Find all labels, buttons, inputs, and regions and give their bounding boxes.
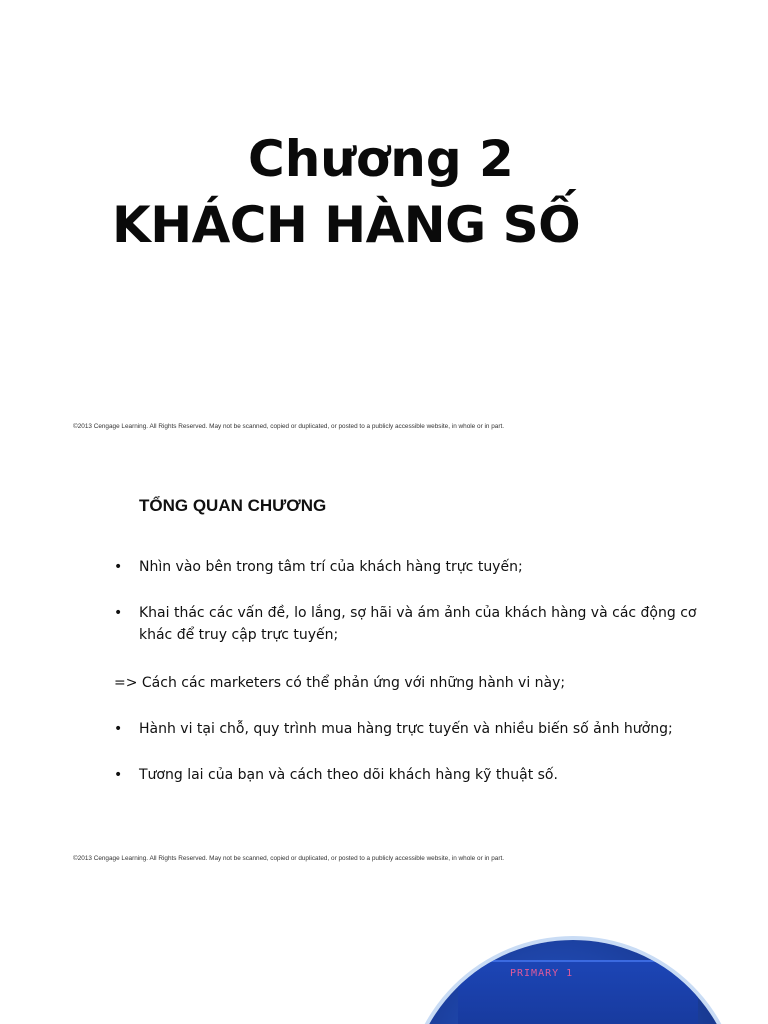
bullet-icon: • (114, 767, 123, 783)
slide-title (0, 0, 768, 440)
chapter-main-title: KHÁCH HÀNG SỐ (112, 196, 581, 254)
list-item (114, 556, 714, 578)
slide-partial (0, 880, 768, 1024)
chapter-number-title: Chương 2 (248, 130, 514, 188)
list-item (114, 672, 714, 694)
list-item (114, 602, 714, 646)
list-item-text: => Cách các marketers có thể phản ứng với những hành vi này; (114, 675, 566, 691)
list-item (114, 718, 714, 740)
screen-label: PRIMARY 1 (510, 968, 574, 979)
bullet-icon: • (114, 721, 123, 737)
screen-photo-image (408, 940, 738, 1024)
slide-overview (0, 440, 768, 880)
list-item-text: Nhìn vào bên trong tâm trí của khách hàng trực tuyến; (139, 559, 523, 575)
bullet-icon: • (114, 559, 123, 575)
copyright-notice: ©2013 Cengage Learning. All Rights Reserved. May not be scanned, copied or duplicated, or posted to a publicly accessible website, in whole or in part. (73, 423, 505, 430)
list-item-text: Khai thác các vấn đề, lo lắng, sợ hãi và ám ảnh của khách hàng và các động cơ khác để truy cập trực tuyến; (139, 605, 697, 643)
list-item-text: Hành vi tại chỗ, quy trình mua hàng trực tuyến và nhiều biến số ảnh hưởng; (139, 721, 673, 737)
section-heading: TỔNG QUAN CHƯƠNG (139, 496, 327, 515)
bullet-icon: • (114, 605, 123, 621)
list-item (114, 764, 714, 786)
list-item-text: Tương lai của bạn và cách theo dõi khách hàng kỹ thuật số. (139, 767, 558, 783)
copyright-notice: ©2013 Cengage Learning. All Rights Reserved. May not be scanned, copied or duplicated, or posted to a publicly accessible website, in whole or in part. (73, 855, 505, 862)
screen-panel (458, 960, 698, 1024)
